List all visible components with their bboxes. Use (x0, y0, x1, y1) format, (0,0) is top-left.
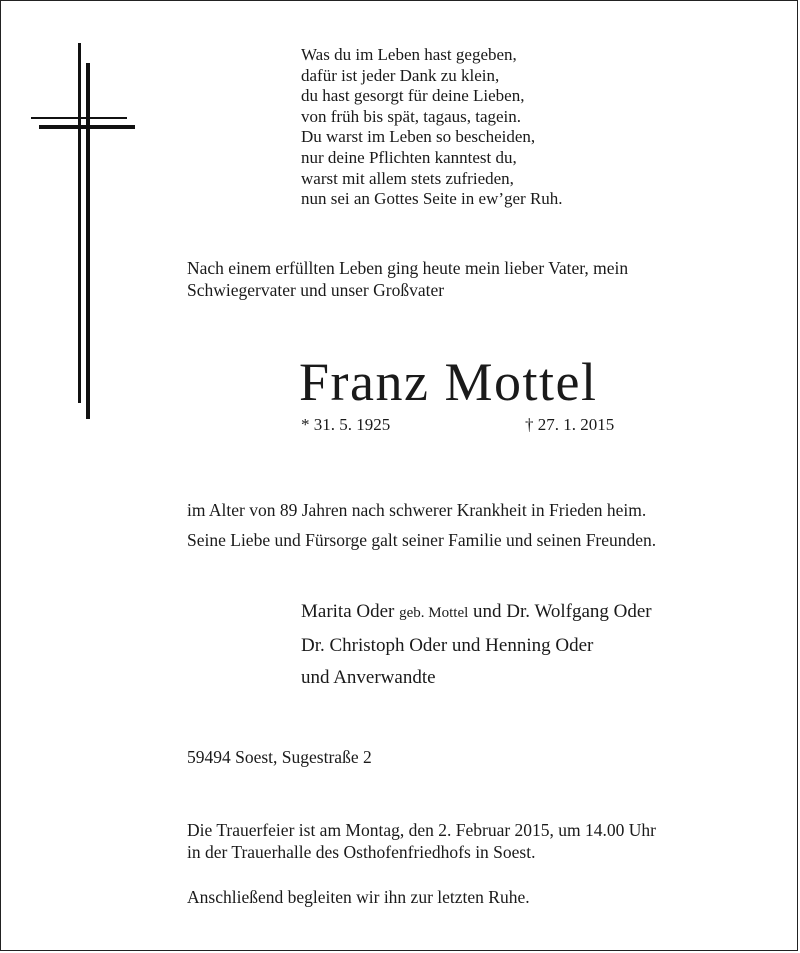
poem-line: Du warst im Leben so bescheiden, (301, 127, 536, 147)
intro-line: Nach einem erfüllten Leben ging heute mein lieber Vater, mein (187, 258, 629, 278)
funeral-line: Die Trauerfeier ist am Montag, den 2. Februar 2015, um 14.00 Uhr (187, 820, 657, 840)
maiden-name: geb. Mottel (399, 605, 469, 621)
funeral-line: in der Trauerhalle des Osthofenfriedhofs in Soest. (187, 842, 536, 862)
mourner-name: und Dr. Wolfgang Oder (473, 601, 652, 622)
mourners-line-3: und Anverwandte (301, 667, 436, 688)
poem-line: nur deine Pflichten kanntest du, (301, 147, 517, 167)
mourners-list (301, 596, 652, 695)
address: 59494 Soest, Sugestraße 2 (187, 747, 372, 767)
death-date: † 27. 1. 2015 (525, 415, 615, 434)
cross-icon (1, 1, 141, 421)
cross-horizontal-bottom (39, 125, 135, 129)
poem-line: warst mit allem stets zufrieden, (301, 168, 514, 188)
body-line: Seine Liebe und Fürsorge galt seiner Familie und seinen Freunden. (187, 530, 657, 550)
mourners-line-1 (301, 596, 652, 630)
deceased-name: Franz Mottel (299, 352, 598, 412)
intro-line: Schwiegervater und unser Großvater (187, 280, 445, 300)
cross-horizontal-top (31, 117, 127, 119)
poem-line: du hast gesorgt für deine Lieben, (301, 86, 525, 106)
poem-line: Was du im Leben hast gegeben, (301, 45, 517, 64)
body-text (187, 495, 656, 555)
funeral-details (187, 819, 656, 863)
mourners-line-2: Dr. Christoph Oder und Henning Oder (301, 634, 594, 656)
body-line: im Alter von 89 Jahren nach schwerer Krankheit in Frieden heim. (187, 500, 647, 520)
poem-line: von früh bis spät, tagaus, tagein. (301, 106, 522, 126)
poem-line: nun sei an Gottes Seite in ew’ger Ruh. (301, 189, 563, 209)
poem (301, 45, 563, 210)
intro-text (187, 257, 628, 301)
cross-vertical-left (78, 43, 81, 403)
birth-date: * 31. 5. 1925 (301, 415, 391, 434)
closing-text: Anschließend begleiten wir ihn zur letzten Ruhe. (187, 887, 530, 907)
poem-line: dafür ist jeder Dank zu klein, (301, 65, 500, 85)
mourner-name: Marita Oder (301, 601, 395, 622)
